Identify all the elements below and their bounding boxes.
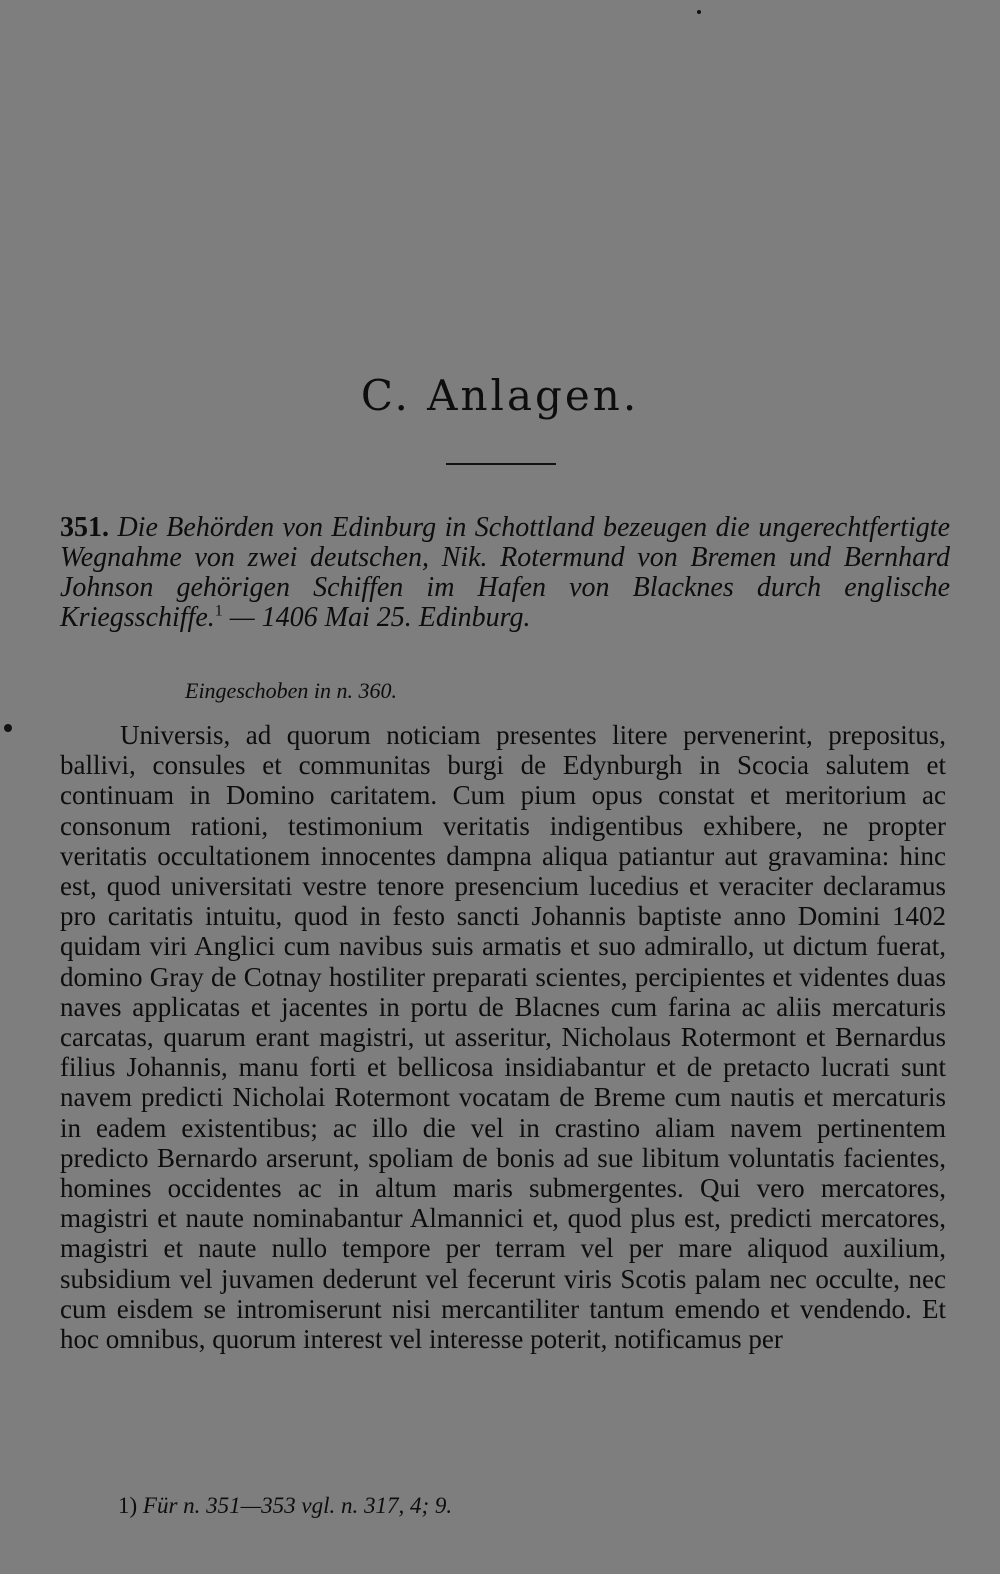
footnote-text: Für n. 351—353 vgl. n. 317, 4; 9. [142, 1493, 453, 1518]
entry-title: Die Behörden von Edinburg in Schottland bezeugen die ungerechtfertigte Wegnahme von zwei deutschen, Nik. Rotermund von Bremen und Bernhard Johnson gehörigen Schiffen im Hafen von Blacknes durch englische Kriegsschiffe. [60, 512, 951, 633]
entry-header [60, 513, 950, 633]
body-text [60, 720, 946, 1354]
heading-divider [446, 463, 556, 465]
footnote [118, 1493, 452, 1519]
source-note: Eingeschoben in n. 360. [185, 678, 398, 703]
scan-speck [697, 10, 701, 14]
footnote-reference: 1 [214, 602, 223, 620]
entry-number: 351. [60, 512, 109, 543]
entry-date-place: — 1406 Mai 25. Edinburg. [229, 602, 531, 633]
footnote-mark: 1) [118, 1493, 138, 1518]
section-heading: C. Anlagen. [360, 371, 640, 420]
margin-mark [4, 724, 12, 732]
body-paragraph: Universis, ad quorum noticiam presentes litere pervenerint, prepositus, ballivi, consules et communitas burgi de Edynburgh in Scocia salutem et continuam in Domino caritatem. Cum pium opus constat et meritorium ac consonum rationi, testimonium veritatis indigentibus exhibere, ne propter veritatis occultationem innocentes dampna aliqua patiantur aut gravamina: hinc est, quod universitati vestre tenore presencium lucedius et veraciter declaramus pro caritatis intuitu, quod in festo sancti Johannis baptiste anno Domini 1402 quidam viri Anglici cum navibus suis armatis et suo admirallo, ut dictum fuerat, domino Gray de Cotnay hostiliter preparati scientes, percipientes et videntes duas naves applicatas et jacentes in portu de Blacnes cum farina ac aliis mercaturis carcatas, quarum erant magistri, ut asseritur, Nicholaus Rotermont et Bernardus filius Johannis, manu forti et bellicosa insidiabantur et de pretacto lucrati sunt navem predicti Nicholai Rotermont vocatam de Breme cum nautis et mercaturis in eadem existentibus; ac illo die vel in crastino aliam navem pertinentem predicto Bernardo arserunt, spoliam de bonis ad sue libitum voluntatis facientes, homines occidentes ac in altum maris submergentes. Qui vero mercatores, magistri et naute nominabantur Almannici et, quod plus est, predicti mercatores, magistri et naute nullo tempore per terram vel per mare aliquod auxilium, subsidium vel juvamen dederunt vel fecerunt viris Scotis palam nec occulte, nec cum eisdem se intromiserunt nisi mercantiliter tantum emendo et vendendo. Et hoc omnibus, quorum interest vel interesse poterit, notificamus per [60, 720, 946, 1355]
